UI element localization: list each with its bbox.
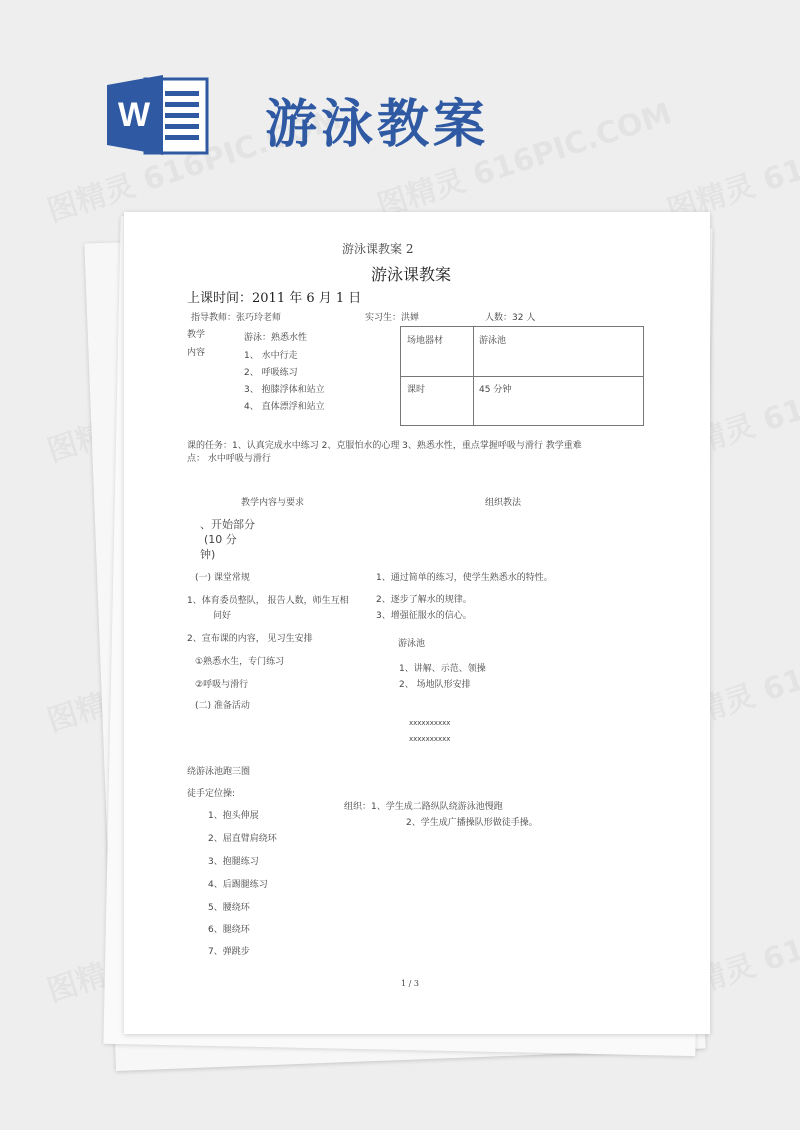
freehand-heading: 徒手定位操:	[187, 789, 236, 799]
doc-title: 游泳课教案	[371, 265, 452, 284]
method-item: 2、逐步了解水的规律。	[376, 595, 472, 605]
col-right-header: 组织教法	[485, 498, 522, 508]
exercise-item: 4、后踢腿练习	[208, 880, 268, 890]
table-cell: 45 分钟	[479, 385, 512, 395]
exercise-item: 7、弹跳步	[208, 947, 250, 957]
section-start: (10 分	[204, 533, 237, 546]
table-cell: 游泳池	[479, 336, 507, 346]
intern: 实习生：洪婵	[365, 313, 420, 323]
routine-heading: (一) 课堂常规	[195, 573, 250, 583]
topic-item: 3、 抱膝浮体和站立	[244, 385, 325, 395]
method-item: 1、通过简单的练习，使学生熟悉水的特性。	[376, 573, 553, 583]
equipment-table	[400, 326, 644, 426]
student-count: 人数：32 人	[485, 313, 536, 323]
svg-text:W: W	[117, 96, 151, 134]
exercise-item: 5、腰绕环	[208, 903, 250, 913]
col-left-header: 教学内容与要求	[241, 498, 305, 508]
doc-header-small: 游泳课教案 2	[342, 242, 414, 256]
exercise-item: 2、屈直臂肩绕环	[208, 834, 277, 844]
routine-item: 1、体育委员整队， 报告人数，师生互相	[187, 596, 349, 606]
prep-heading: (二) 准备活动	[195, 701, 250, 711]
method-item: 3、增强征服水的信心。	[376, 611, 472, 621]
document-page	[124, 212, 710, 1034]
pool-item: 2、 场地队形安排	[399, 680, 471, 690]
tasks-line: 课的任务：1、认真完成水中练习 2、克服怕水的心理 3、熟悉水性，重点掌握呼吸与滑行 教学重难	[187, 441, 582, 451]
org-item: 组织：1、学生成二路纵队绕游泳池慢跑	[344, 802, 503, 812]
teach-label: 内容	[187, 348, 206, 358]
routine-item: ①熟悉水生，专门练习	[195, 657, 285, 667]
routine-item: 问好	[213, 611, 232, 621]
formation-row: xxxxxxxxxx	[409, 719, 451, 727]
pool-label: 游泳池	[398, 639, 426, 649]
section-start: 钟)	[200, 548, 216, 561]
topic-item: 2、 呼吸练习	[244, 368, 298, 378]
date-line: 上课时间：2011 年 6 月 1 日	[187, 291, 362, 306]
formation-row: xxxxxxxxxx	[409, 735, 451, 743]
swim-topic: 游泳：熟悉水性	[244, 333, 308, 343]
topic-item: 4、 直体漂浮和站立	[244, 402, 325, 412]
banner-title: 游泳教案	[265, 95, 490, 155]
watermark	[661, 94, 800, 231]
run-text: 绕游泳池跑三圈	[187, 767, 251, 777]
routine-item: ②呼吸与滑行	[195, 680, 249, 690]
exercise-item: 3、抱腿练习	[208, 857, 259, 867]
exercise-item: 6、腿绕环	[208, 925, 250, 935]
topic-item: 1、 水中行走	[244, 351, 298, 361]
routine-item: 2、宣布课的内容， 见习生安排	[187, 634, 313, 644]
exercise-item: 1、抱头伸展	[208, 811, 259, 821]
section-start: 、开始部分	[200, 518, 255, 531]
page-number: 1 / 3	[401, 979, 419, 988]
teach-label: 教学	[187, 330, 206, 340]
org-item: 2、学生成广播操队形做徒手操。	[406, 818, 538, 828]
pool-item: 1、讲解、示范、领操	[399, 664, 486, 674]
guide-teacher: 指导教师：张巧玲老师	[191, 313, 282, 323]
table-cell: 课时	[407, 385, 426, 395]
table-cell: 场地器材	[407, 336, 444, 346]
word-document-icon	[107, 73, 212, 157]
tasks-line: 点： 水中呼吸与滑行	[187, 454, 271, 464]
